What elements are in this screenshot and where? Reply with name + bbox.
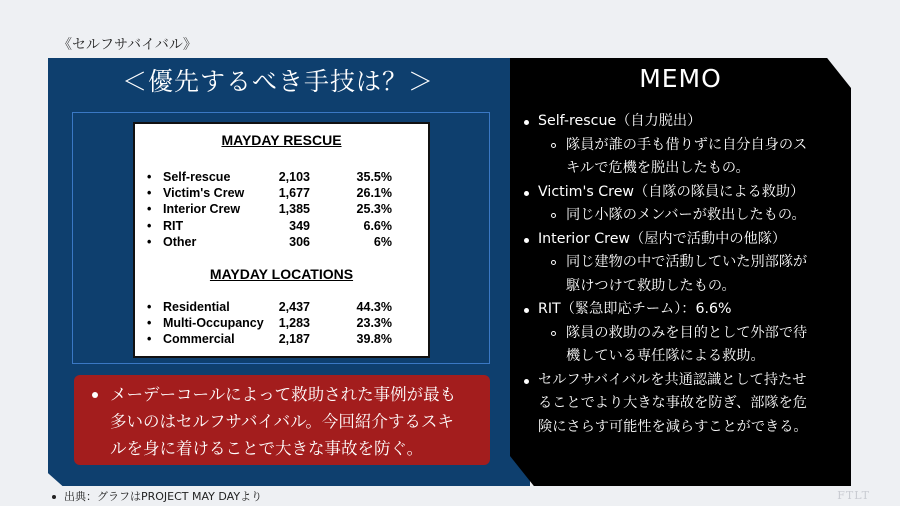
page-label: 《セルフサバイバル》: [58, 37, 197, 53]
row-count: 2,187: [278, 332, 310, 347]
memo-line-text: 険にさらす可能性を減らすことができる。: [538, 418, 808, 435]
row-bullet: •: [147, 234, 152, 249]
row-pct: 39.8%: [356, 332, 392, 347]
circle-bullet-icon: [551, 213, 556, 218]
row-pct: 6%: [373, 234, 392, 249]
row-pct: 6.6%: [363, 218, 392, 233]
bullet-icon: [524, 379, 529, 384]
memo-line-text: Interior Crew（屋内で活動中の他隊）: [538, 230, 787, 247]
row-count: 1,283: [278, 316, 310, 331]
row-bullet: •: [147, 218, 152, 233]
memo-line: [522, 204, 842, 228]
memo-line: [522, 228, 842, 252]
row-name: Self-rescue: [163, 170, 231, 184]
memo-line: [522, 157, 842, 181]
memo-line: [522, 134, 842, 158]
memo-line-text: ることでより大きな事故を防ぎ、部隊を危: [538, 395, 807, 411]
row-count: 2,437: [278, 300, 310, 314]
row-name: Residential: [163, 300, 230, 314]
row-pct: 35.5%: [356, 170, 392, 184]
memo-line-text: キルで危機を脱出したもの。: [566, 160, 750, 176]
row-pct: 26.1%: [356, 186, 392, 201]
bullet-icon: [524, 191, 529, 196]
row-bullet: •: [147, 170, 152, 184]
mayday-rescue-heading: MAYDAY RESCUE: [221, 132, 342, 148]
memo-line-text: Victim's Crew（自隊の隊員による救助）: [538, 183, 805, 200]
row-name: Other: [163, 234, 197, 249]
memo-line: [522, 110, 842, 134]
row-bullet: •: [147, 186, 152, 201]
callout-line: メーデーコールによって救助された事例が最も: [110, 385, 457, 404]
callout-line: 多いのはセルフサバイバル。今回紹介するスキ: [110, 412, 454, 431]
memo-line: [522, 416, 842, 440]
memo-line: [522, 392, 842, 416]
row-bullet: •: [147, 332, 152, 347]
brand-watermark: FTLT: [837, 489, 870, 502]
row-pct: 23.3%: [356, 316, 392, 331]
row-name: Multi-Occupancy: [163, 316, 264, 331]
table-row: [135, 332, 428, 348]
row-bullet: •: [147, 202, 152, 217]
table-row: [135, 300, 428, 316]
memo-line-text: RIT（緊急即応チーム）：6.6%: [538, 301, 732, 317]
row-count: 1,385: [278, 202, 310, 217]
row-pct: 44.3%: [356, 300, 392, 314]
row-pct: 25.3%: [356, 202, 392, 217]
row-count: 1,677: [278, 186, 310, 201]
memo-line-text: 隊員の救助のみを目的として外部で待: [566, 324, 808, 341]
memo-line-text: Self-rescue（自力脱出）: [538, 113, 702, 129]
circle-bullet-icon: [551, 331, 556, 336]
source-note: [52, 488, 262, 504]
bullet-icon: [524, 238, 529, 243]
table-row: [135, 202, 428, 218]
table-row: [135, 316, 428, 332]
table-row: [135, 186, 428, 202]
memo-line: [522, 369, 842, 393]
row-count: 349: [289, 218, 310, 233]
row-name: Victim's Crew: [163, 186, 245, 201]
table-row: [135, 170, 428, 186]
mayday-table: [133, 122, 430, 358]
memo-line-text: セルフサバイバルを共通認識として持たせ: [538, 371, 807, 388]
memo-list: [522, 110, 842, 439]
row-count: 2,103: [278, 170, 310, 184]
summary-callout: [74, 375, 490, 465]
memo-line-text: 機している専任隊による救助。: [566, 348, 765, 364]
mayday-locations-heading: MAYDAY LOCATIONS: [209, 266, 354, 282]
row-bullet: •: [147, 316, 152, 331]
bullet-icon: [524, 308, 529, 313]
memo-title: MEMO: [639, 64, 722, 93]
memo-line: [522, 251, 842, 275]
memo-line: [522, 322, 842, 346]
circle-bullet-icon: [551, 143, 556, 148]
bullet-icon: [524, 120, 529, 125]
row-name: Interior Crew: [163, 202, 241, 217]
memo-line: [522, 181, 842, 205]
source-note-text: 出典：グラフはPROJECT MAY DAYより: [64, 490, 263, 503]
row-name: Commercial: [163, 332, 235, 347]
row-name: RIT: [163, 218, 184, 233]
bullet-icon: [92, 392, 98, 398]
table-row: [135, 219, 428, 235]
bullet-icon: [52, 495, 56, 499]
left-title: ＜優先するべき手技は？＞: [121, 67, 434, 96]
callout-line: ルを身に着けることで大きな事故を防ぐ。: [110, 439, 424, 458]
memo-line-text: 隊員が誰の手も借りずに自分自身のス: [566, 136, 808, 153]
memo-line-text: 同じ建物の中で活動していた別部隊が: [566, 254, 808, 270]
memo-line: [522, 345, 842, 369]
table-row: [135, 235, 428, 251]
memo-line-text: 駆けつけて救助したもの。: [566, 277, 736, 294]
memo-line: [522, 298, 842, 322]
circle-bullet-icon: [551, 260, 556, 265]
row-bullet: •: [147, 300, 152, 314]
memo-line-text: 同じ小隊のメンバーが救出したもの。: [566, 207, 806, 223]
row-count: 306: [289, 234, 310, 249]
memo-line: [522, 275, 842, 299]
